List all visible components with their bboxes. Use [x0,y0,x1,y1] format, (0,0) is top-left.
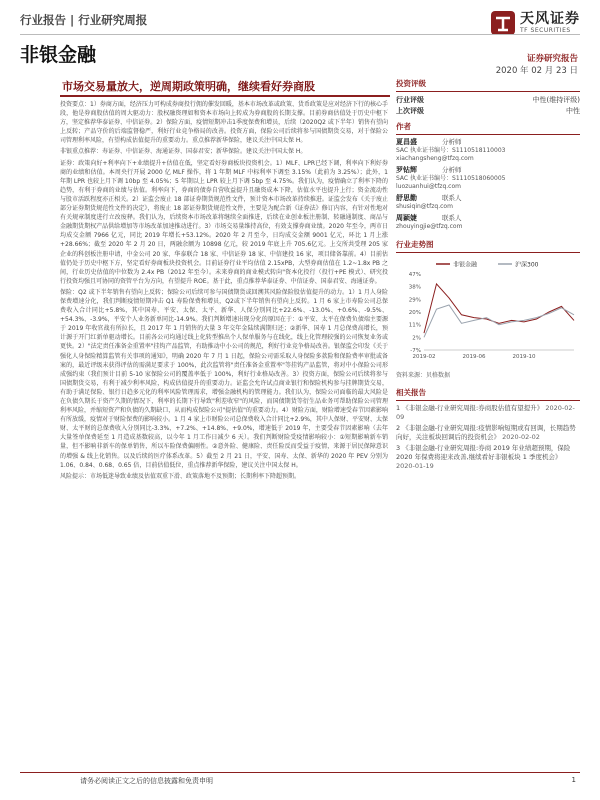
legend-label: 非银金融 [453,261,478,269]
analyst-role: 分析师 [442,166,462,174]
y-tick-label: 11% [408,322,421,329]
header-divider [20,34,580,35]
analyst-name: 罗钻辉 [396,166,417,174]
analyst-item [396,194,580,211]
rating-row [396,95,580,106]
para-summary: 投资要点：1）券商方面，经济压力可构成券商投行佣的催发回暖，基本市场改革或政策、货币政策是应对经济下行的核心手段，他是券商股估值的周大驱动力：股权融资理如和资本市场向上转成为券商股的长期支撑。目前券商估值处于历史中枢下方，坚定推荐华泰证券、中信证券。2）保险方面，疫情短期冲击1季度保费和增员，后续（2020Q2 或下半年）销售有望向上反转；产品守价的后端监督稳严，利好行业竞争格局的改善。投资方面，保险公司后续将参与国债期货交易，对于保险公司管理利率风险，有望构成估值提升的重要动力。重点推荐新华保险，建议关注中国太保 H。 [60,101,388,145]
related-text[interactable]: 2 《非银金融-行业研究周报:疫情影响短期或有回调，长期趋势向好，关注板块回调后的投资机会》 [396,424,576,441]
analyst-name: 夏昌盛 [396,138,417,146]
related-section-title: 相关报告 [396,387,580,401]
related-date: 2020-02-02 [502,433,540,441]
analyst-cert: SAC 执业证书编号：S1110518060005 [396,175,506,182]
related-item[interactable] [396,404,580,422]
series-line-非银金融 [424,284,574,333]
chart-section-title: 行业走势图 [396,239,580,253]
para-insurance: 保险：Q2 或下半年销售有望向上反转；保险公司后续可参与国债期货或回溯其风险保险股估值提升的动力。1）1 月人身险保费增速分化，我们判断疫情短期冲击 Q1 寿险保费和增员，Q2或下半年销售有望向上反转。1 月 6 家上市寿险公司总保费收入合计同比+5.8%，其中国寿、平安、太保、太平、新华、人保分别同比+22.6%、-13.0%、+0.6%、-9.5%、+54.3%、-3.9%，平安个人业务新单同比-14.9%。我们判断增速出现分化的原因在于：①平安、太平在保费负债端主要源于 2019 年收官战有所拉长，且 2017 年 1 月销售的大量 3 年交年金陆续满期归还；②新华、国寿 1 月总保费高增长，预计源于开门红新单驱动增长。目前各公司均通过线上化转型推出个人保单服务与在线化，线上化管理较强的公司恢复业务或更快。2）"法定责任准备金重置率"挂钩产品监管，有助推动中小公司的规范，利好行业竞争格局改善。银保监会印发《关于强化人身保险精算监管有关事项的通知》，明确 2020 年 7 月 1 日起，保险公司需采取人身保险多款险和保险费率审批或备案的，最近评级未获得评估的需满足要求于 100%，此次监管将"责任准备金重置率"等挂钩产品监管，将对中小保险公司形成强约束（我们预计目前 5-10 家保险公司的覆盖率低于 100%，利好行业格局改善。3）投资方面，保险公司后续将参与国债期货交易，有利于减少利率风险，构成估值提升的重要动力。证监会允许试点商业银行和保险机构参与挂牌期货交易，有助于满足保险、银行日趋多元化的利率风险管理需求，增强金融机构的管理能力。我们认为，保险公司面临的最大风险是在负债久期长于资产久期的情况下，利率的长期下行导致"利差收窄"的风险，而国债期货等衍生品业务可帮助保险公司管理利率风险，并缩短资产和负债的久期缺口，从而构成保险公司"提估值"的重要动力。4）财险方面，财险增速受春节因素影响有所放缓，疫情对于财险保费的影响较小。1 月 4 家上市财险公司总保费收入合计同比+2.9%，其中人保财、平安财、太保财、太平财的总保费收入分别同比-3.3%、+7.2%、+14.8%、+9.0%，增速低于 2019 年，主要受春节因素影响（去年大量签单保费延至 1 月造成基数较高，以今年 1 月工作日减少 6 天）。我们判断财险受疫情影响较小：①短期影响新车销量，但不影响非新车的保单销售，所以车险保费偏刚性。②意外险、健康险、责任险反而受益于疫情，来源于居民保障意识的增强 & 线上化销售。以及后续的医疗体系改革。5）截至 2 月 21 日，平安、国寿、太保、新华的 2020 年 PEV 分别为 1.06、0.84、0.68、0.65 倍，目前估值低位，重点推荐新华保险，建议关注中国太保 H。 [60,288,388,469]
rating-section-title: 投资评级 [396,78,580,92]
main-body [60,100,388,762]
footer-divider [20,772,580,773]
related-text[interactable]: 1 《非银金融-行业研究周报:券商股估值有望提升》 [396,404,544,412]
x-tick-label: 2019-10 [512,354,536,360]
rating-key: 上次评级 [396,107,424,115]
industry-title: 非银金融 [20,44,97,66]
y-tick-label: -7% [410,348,421,354]
rating-value: 中性(维持评级) [532,96,580,104]
logo-mark-icon [490,10,516,36]
analyst-email[interactable]: zhouyingjie@tfzq.com [396,223,463,230]
logo-en: TF SECURITIES [520,27,571,34]
y-tick-label: 2% [412,335,421,342]
report-type: 证券研究报告 [526,54,578,64]
y-tick-label: 20% [408,310,421,316]
footer-disclaimer: 请务必阅读正文之后的信息披露和免责申明 [80,777,213,785]
chart-source: 资料来源：贝格数据 [396,372,451,379]
analyst-role: 联系人 [442,214,462,222]
series-line-沪深300 [424,305,574,337]
para-securities: 证券：政策向好+利率向下+业绩提升+估值在低，坚定看好券商板块投资机会。1）MLF、LPR已经下调，利率向下利好券商的业绩和估值。本周央行开展 2000 亿 MLF 操作，将 1 年期 MLF 中标利率下调至 3.15%（此前为 3.25%）；此外，1 年期 LPR 也较上月下调 10bp 至 4.05%；5 年期以上 LPR 较上月下调 5bp 至 4.75%。我们认为，疫情确立了利率下降的趋势，有利于券商的业绩与估值。利率向下，券商的债券自营收益提升且融资成本下降，估值水平也提升上行；资金流动性与股市活跃程度亦正相关。2）证监会废止 18 部证券期货规范性文件，预计资本市场改革持续推进。证监会发布《关于废止部分证券期货规范性文件的决定》，将废止 18 部证券期货规范性文件，主要是为配合新《证券法》修订内容，有针对性地对有关规章制度进行立改废释。我们认为，后续资本市场改革将继续全面推进，后续在业创业板注册制、转融通制度、商品与金融期货期权产品供给增加等市场改革加速推动进行。3）市场交易量维持高位，有效支撑券商业绩。2020 年至今，两市日均成交金额 7966 亿元，同比 2019 年增长+53.12%。2020 年 2 月至今，日均成交金额 9001 亿元，环比 1 月上涨+28.66%；截至 2020 年 2 月 20 日，两融余额为 10898 亿元，较 2019 年底上升 705.6亿元。上交所共受理 205 家企业的科创板注册申请，中金公司 20 家、华泰联合 18 家、中信证券 18 家、中信建投 16 家，项目储备靠前。4）目前估值仍处于历史中枢下方，坚定看好券商板块投资机会。目前证券行业平均估值 2.15xPB，大型券商估值在 1.2~1.8x PB 之间，行业历史估值的中位数为 2.4x PB（2012 年至今）。未来券商的商业模式转向"资本化投行（投行+PE 模式）、研究投行投资均强且可协同的资管平台为方向，有望提升 ROE。基于此，重点推荐华泰证券、中信证券、国泰君安、海通证券。 [60,159,388,285]
rating-row [396,106,580,117]
analyst-item [396,214,580,231]
title-underline [60,95,390,97]
sidebar [396,78,580,473]
analyst-name: 周颖婕 [396,214,417,222]
rating-key: 行业评级 [396,96,424,104]
related-text[interactable]: 3 《非银金融-行业研究周报:券商 2019 年业绩超预期，保险 2020 年保费将迎来改善,继续看好非银板块 1 季度机会》 [396,444,571,461]
analyst-email[interactable]: shusiqin@tfzq.com [396,203,453,210]
analyst-name: 舒思勤 [396,194,417,202]
analyst-item [396,166,580,191]
x-tick-label: 2019-02 [412,354,436,360]
y-tick-label: 38% [408,284,421,291]
para-picks: 非银重点推荐：寿证券、中信证券、海通证券、国泰君安；新华保险。建议关注中国太保 H。 [60,148,307,156]
trend-chart-box [396,239,580,379]
related-item[interactable] [396,444,580,471]
analysts-section-title: 作者 [396,121,580,135]
para-risk: 风险提示：市场低迷导致业绩及估值双重下滑、政策落地不及预期；长期利率下降超预期。 [60,472,301,480]
related-item[interactable] [396,424,580,442]
analyst-role: 分析师 [442,138,462,146]
trend-chart [396,256,580,364]
x-tick-label: 2019-06 [462,354,486,360]
analyst-item [396,138,580,163]
analyst-email[interactable]: xiachangsheng@tfzq.com [396,155,474,162]
analyst-cert: SAC 执业证书编号：S1110518110003 [396,147,506,154]
rating-value: 中性 [566,107,580,115]
y-tick-label: 47% [408,272,421,278]
report-date: 2020 年 02 月 23 日 [495,66,578,76]
related-list [396,404,580,471]
related-date: 2020-01-19 [396,462,434,470]
analyst-email[interactable]: luozuanhui@tfzq.com [396,183,461,190]
related-date: 2020-02-09 [396,404,575,421]
logo-cn: 天风证券 [520,11,580,27]
report-title: 市场交易量放大，逆周期政策明确，继续看好券商股 [62,80,315,93]
y-tick-label: 29% [408,297,421,304]
legend-label: 沪深300 [515,261,539,269]
analyst-role: 联系人 [442,194,462,202]
header-category: 行业报告 | 行业研究周报 [20,13,148,27]
page-number: 1 [571,776,576,784]
